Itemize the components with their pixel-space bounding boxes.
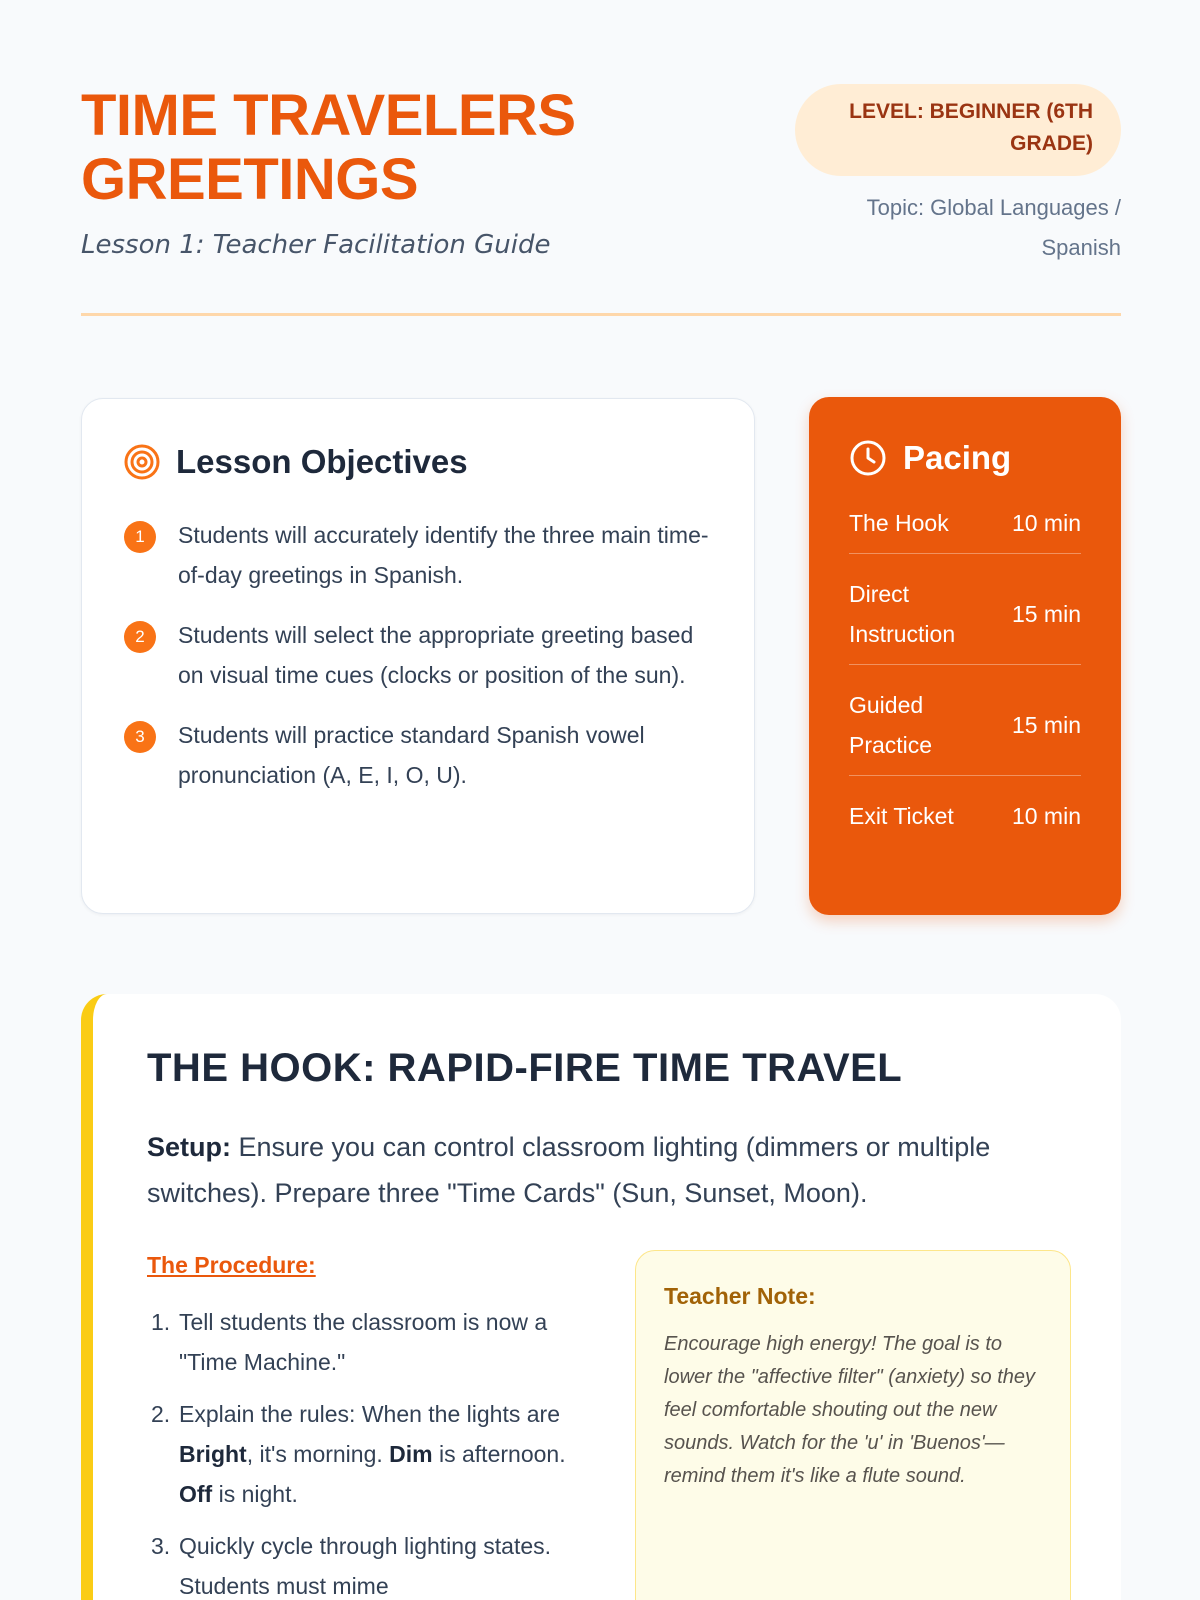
hook-title: THE HOOK: RAPID-FIRE TIME TRAVEL [147,1046,903,1090]
objective-text: Students will accurately identify the three main time-of-day greetings in Spanish. [178,522,709,588]
step2-text-d: is night. [212,1481,298,1507]
objective-item [124,515,724,595]
target-icon [124,444,160,480]
procedure-step-text [179,1394,567,1514]
pacing-row-label: The Hook [849,510,949,536]
teacher-note-text: Encourage high energy! The goal is to lower the "affective filter" (anxiety) so they feel comfortable shouting out the new sounds. Watch for the 'u' in 'Buenos'—remind them it's like a flute sound. [664,1333,1036,1487]
level-badge-line-1: LEVEL: BEGINNER (6TH [849,100,1093,123]
pacing-row-time: 15 min [1011,601,1081,627]
step2-text-c: is afternoon. [432,1441,566,1467]
pacing-row-time: 10 min [1011,803,1081,829]
topic-line-1: Topic: Global Languages / [866,195,1121,220]
procedure-step [147,1526,567,1600]
objective-item [124,715,724,795]
lesson-subtitle: Lesson 1: Teacher Facilitation Guide [81,230,551,260]
step2-text-a: Explain the rules: When the lights are [179,1401,560,1427]
level-badge [795,84,1121,176]
procedure-title: The Procedure: [147,1252,316,1278]
pacing-card [809,397,1121,915]
clock-icon [849,439,887,477]
pacing-row-exit-ticket [849,796,1081,846]
procedure-step-number: 1. [151,1309,171,1335]
topic-label [781,188,1121,268]
pacing-row-direct-instruction [849,574,1081,665]
procedure-step-number: 3. [151,1533,171,1559]
procedure-step-text: Quickly cycle through lighting states. Students must mime [179,1533,552,1599]
pacing-header [849,439,1081,477]
objectives-header [124,443,468,481]
procedure-step-number: 2. [151,1401,171,1427]
step2-bright: Bright [179,1441,247,1467]
pacing-row-label: Guided Practice [849,692,933,758]
procedure-step [147,1394,567,1514]
objectives-title: Lesson Objectives [176,443,468,480]
level-badge-line-2: GRADE) [1010,132,1093,155]
title-line-2: GREETINGS [81,147,419,212]
objectives-list [124,515,724,815]
setup-label: Setup: [147,1132,231,1162]
procedure-step-text: Tell students the classroom is now a "Time Machine." [179,1309,548,1375]
page-title [81,84,701,212]
header-divider [81,313,1121,316]
objective-number-badge: 1 [124,521,156,553]
objectives-card [81,398,755,914]
step2-dim: Dim [389,1441,433,1467]
procedure-step [147,1302,567,1382]
pacing-row-time: 10 min [1011,510,1081,536]
pacing-row-time: 15 min [1011,712,1081,738]
pacing-row-label: Exit Ticket [849,803,954,829]
page-header [81,84,1121,314]
objective-number-badge: 3 [124,721,156,753]
objective-number-badge: 2 [124,621,156,653]
procedure-list [147,1302,567,1600]
teacher-note-box [635,1250,1071,1600]
topic-line-2: Spanish [1041,235,1121,260]
hook-section [81,994,1121,1600]
setup-description: Ensure you can control classroom lighting (dimmers or multiple switches). Prepare three "Time Cards" (Sun, Sunset, Moon). [147,1132,991,1208]
hook-setup-text [147,1124,1087,1216]
step2-text-b: , it's morning. [246,1441,390,1467]
pacing-title: Pacing [903,439,1012,476]
step2-off: Off [179,1481,213,1507]
title-line-1: TIME TRAVELERS [81,83,576,148]
objective-item [124,615,724,695]
objective-text: Students will select the appropriate greeting based on visual time cues (clocks or position of the sun). [178,622,694,688]
pacing-row-label: Direct Instruction [849,581,956,647]
pacing-row-guided-practice [849,685,1081,776]
teacher-note-title: Teacher Note: [664,1283,816,1309]
pacing-row-hook [849,503,1081,554]
objective-text: Students will practice standard Spanish vowel pronunciation (A, E, I, O, U). [178,722,645,788]
